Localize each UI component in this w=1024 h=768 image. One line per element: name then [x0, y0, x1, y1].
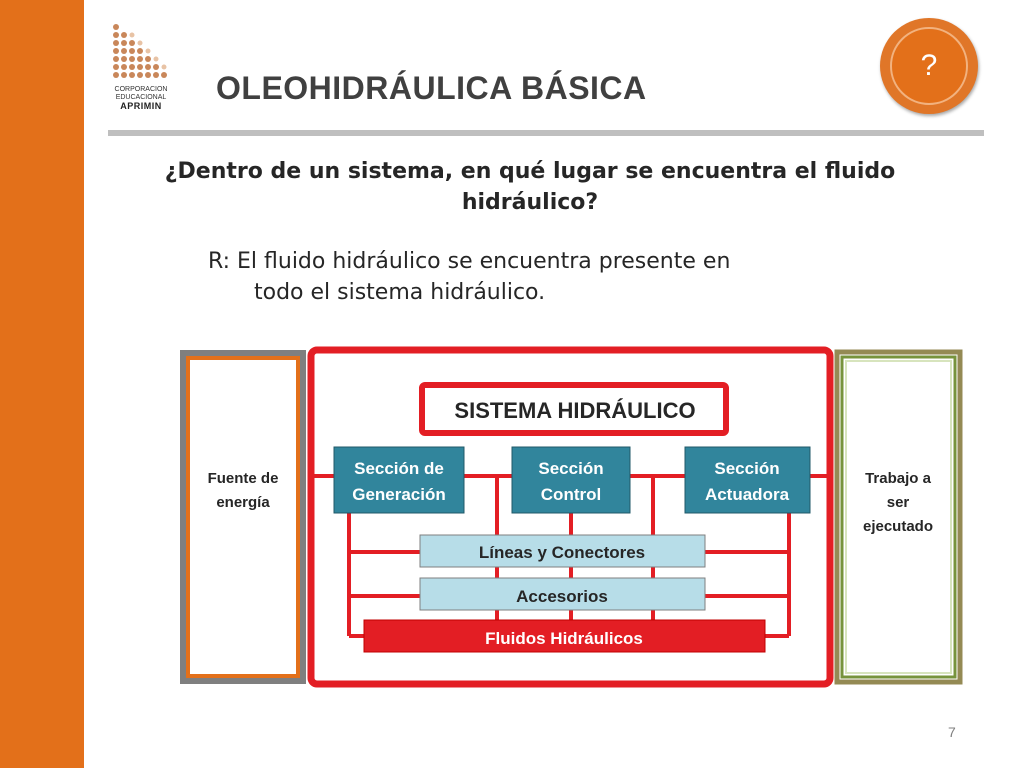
page-title: OLEOHIDRÁULICA BÁSICA	[216, 70, 647, 106]
answer-line-1: R: El fluido hidráulico se encuentra presente en	[208, 249, 731, 274]
section-actuator	[685, 447, 810, 513]
accessories-label: Accesorios	[516, 587, 608, 606]
work-output-line2: ser	[886, 494, 910, 511]
page-number: 7	[948, 724, 956, 740]
section-control-line2: Control	[540, 485, 602, 504]
section-generation-line1: Sección de	[354, 459, 444, 478]
section-control-line1: Sección	[538, 459, 604, 478]
section-actuator-line1: Sección	[714, 459, 780, 478]
energy-source-line2: energía	[216, 494, 270, 511]
energy-source-box	[188, 358, 298, 676]
logo-brand: APRIMIN	[120, 101, 162, 111]
question-mark-icon: ?	[890, 27, 968, 105]
section-control	[512, 447, 630, 513]
section-generation	[334, 447, 464, 513]
hydraulic-fluids-label: Fluidos Hidráulicos	[485, 629, 643, 648]
work-output-line3: ejecutado	[862, 518, 934, 535]
logo-line1: CORPORACION	[114, 86, 168, 93]
energy-source-line1: Fuente de	[207, 470, 279, 487]
section-generation-line2: Generación	[352, 485, 446, 504]
question-text: ¿Dentro de un sistema, en qué lugar se encuentra el fluido hidráulico?	[164, 159, 896, 215]
work-output-box	[842, 357, 955, 677]
lines-connectors-label: Líneas y Conectores	[478, 543, 646, 562]
system-title: SISTEMA HIDRÁULICO	[454, 398, 696, 423]
work-output-line1: Trabajo a	[865, 470, 931, 487]
logo-line2: EDUCACIONAL	[115, 94, 167, 101]
section-actuator-line2: Actuadora	[704, 485, 790, 504]
answer-line-2: todo el sistema hidráulico.	[254, 280, 546, 305]
